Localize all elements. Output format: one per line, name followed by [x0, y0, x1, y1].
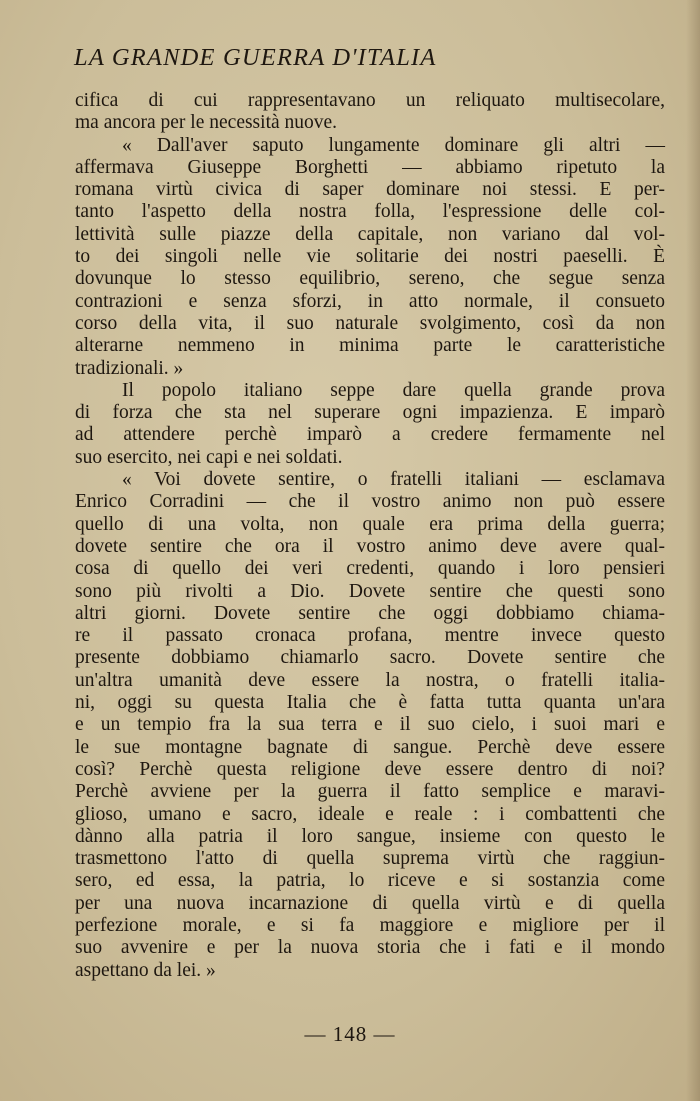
text-line: « Voi dovete sentire, o fratelli italiani — esclamava: [122, 469, 665, 491]
page-edge-shadow: [686, 0, 700, 1101]
text-line: cosa di quello dei veri credenti, quando i loro pensieri: [75, 558, 665, 580]
text-line: quello di una volta, non quale era prima della guerra;: [75, 513, 665, 535]
text-line: suo avvenire e per la nuova storia che i fati e il mondo: [75, 937, 665, 959]
text-line: aspettano da lei. »: [75, 959, 216, 981]
text-line: lettività sulle piazze della capitale, non variano dal vol-: [75, 223, 665, 245]
text-line: alterarne nemmeno in minima parte le caratteristiche: [75, 335, 665, 357]
text-line: ni, oggi su questa Italia che è fatta tutta quanta un'ara: [75, 692, 665, 714]
page-number: — 148 —: [304, 1022, 396, 1046]
text-line: presente dobbiamo chiamarlo sacro. Dovete sentire che: [75, 647, 665, 669]
text-line: così? Perchè questa religione deve essere dentro di noi?: [75, 758, 665, 780]
text-line: Enrico Corradini — che il vostro animo non può essere: [75, 491, 665, 513]
text-line: un'altra umanità deve essere la nostra, o fratelli italia-: [75, 669, 665, 691]
text-line: ad attendere perchè imparò a credere fermamente nel: [75, 424, 665, 446]
text-line: suo esercito, nei capi e nei soldati.: [75, 446, 343, 468]
text-line: Il popolo italiano seppe dare quella grande prova: [122, 379, 665, 401]
text-line: affermava Giuseppe Borghetti — abbiamo ripetuto la: [75, 156, 665, 178]
text-line: contrazioni e senza sforzi, in atto normale, il consueto: [75, 290, 665, 312]
text-line: per una nuova incarnazione di quella virtù e di quella: [75, 892, 665, 914]
text-line: tradizionali. »: [75, 357, 184, 379]
text-line: to dei singoli nelle vie solitarie dei nostri paeselli. È: [75, 246, 665, 268]
text-line: dànno alla patria il loro sangue, insieme con questo le: [75, 825, 665, 847]
text-line: dovete sentire che ora il vostro animo deve avere qual-: [75, 535, 665, 557]
text-line: dovunque lo stesso equilibrio, sereno, che segue senza: [75, 268, 665, 290]
text-line: trasmettono l'atto di quella suprema virtù che raggiun-: [75, 848, 665, 870]
text-line: glioso, umano e sacro, ideale e reale : i combattenti che: [75, 803, 665, 825]
text-line: e un tempio fra la sua terra e il suo cielo, i suoi mari e: [75, 714, 665, 736]
text-line: Perchè avviene per la guerra il fatto semplice e maravi-: [75, 781, 665, 803]
text-line: le sue montagne bagnate di sangue. Perchè deve essere: [75, 736, 665, 758]
text-line: cifica di cui rappresentavano un reliquato multisecolare,: [75, 90, 665, 111]
text-line: ma ancora per le necessità nuove.: [75, 112, 338, 134]
running-head: LA GRANDE GUERRA D'ITALIA: [74, 44, 437, 71]
text-line: tanto l'aspetto della nostra folla, l'espressione delle col-: [75, 201, 665, 223]
text-line: perfezione morale, e si fa maggiore e migliore per il: [75, 914, 665, 936]
text-line: di forza che sta nel superare ogni impazienza. E imparò: [75, 402, 665, 424]
body-text: [75, 90, 665, 982]
text-line: romana virtù civica di saper dominare noi stessi. E per-: [75, 179, 665, 201]
text-line: corso della vita, il suo naturale svolgimento, così da non: [75, 312, 665, 334]
text-line: « Dall'aver saputo lungamente dominare gli altri —: [122, 134, 665, 156]
text-line: sero, ed essa, la patria, lo riceve e si sostanzia come: [75, 870, 665, 892]
text-line: sono più rivolti a Dio. Dovete sentire che questi sono: [75, 580, 665, 602]
text-line: re il passato cronaca profana, mentre invece questo: [75, 625, 665, 647]
text-line: altri giorni. Dovete sentire che oggi dobbiamo chiama-: [75, 602, 665, 624]
